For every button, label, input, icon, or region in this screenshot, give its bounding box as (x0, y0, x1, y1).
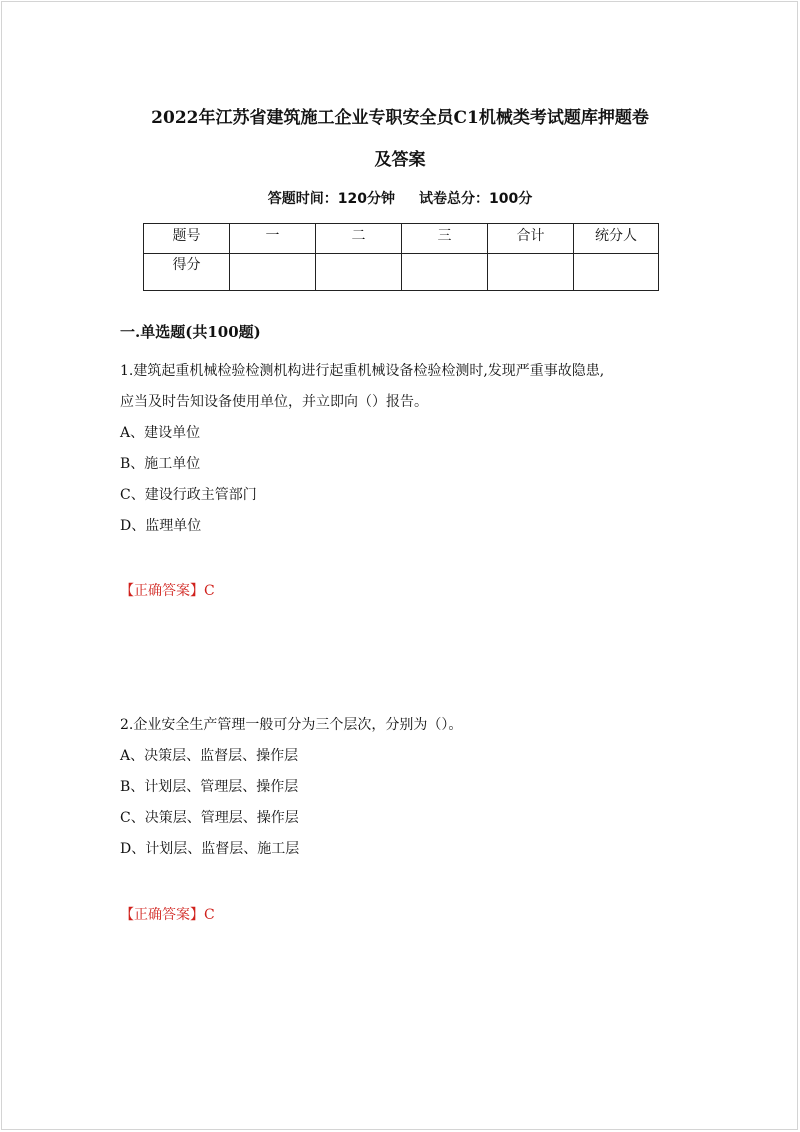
question-option-a: A、建设单位 (120, 425, 201, 441)
score-header-cell: 合计 (488, 224, 574, 254)
score-header-cell: 题号 (144, 224, 230, 254)
question-stem-line: 1.建筑起重机械检验检测机构进行起重机械设备检验检测时,发现严重事故隐患, (120, 363, 605, 379)
document-title-line2: 及答案 (374, 150, 426, 170)
question-option-c: C、建设行政主管部门 (120, 487, 257, 503)
question-option-b: B、计划层、管理层、操作层 (120, 779, 299, 795)
score-cell (574, 254, 659, 291)
page-frame (1, 1, 798, 1130)
score-cell (230, 254, 316, 291)
score-row-label: 得分 (144, 254, 230, 291)
score-cell (316, 254, 402, 291)
question-stem-line: 2.企业安全生产管理一般可分为三个层次，分别为（）。 (120, 717, 463, 733)
question-1 (120, 356, 700, 542)
question-stem-line: 应当及时告知设备使用单位，并立即向（）报告。 (120, 394, 428, 410)
question-option-a: A、决策层、监督层、操作层 (120, 748, 299, 764)
score-cell (488, 254, 574, 291)
exam-meta (0, 190, 800, 208)
score-header-cell: 一 (230, 224, 316, 254)
score-table (143, 223, 659, 291)
document-title-line1: 2022年江苏省建筑施工企业专职安全员C1机械类考试题库押题卷 (151, 108, 649, 128)
question-option-c: C、决策层、管理层、操作层 (120, 810, 299, 826)
score-table-header-row (144, 224, 659, 254)
question-option-b: B、施工单位 (120, 456, 201, 472)
score-header-cell: 三 (402, 224, 488, 254)
score-header-cell: 二 (316, 224, 402, 254)
question-2 (120, 710, 700, 865)
score-cell (402, 254, 488, 291)
section-heading: 一.单选题(共100题) (120, 323, 261, 341)
exam-total-score: 试卷总分：100分 (419, 191, 533, 207)
score-table-score-row (144, 254, 659, 291)
question-option-d: D、计划层、监督层、施工层 (120, 841, 300, 857)
score-header-cell: 统分人 (574, 224, 659, 254)
question-option-d: D、监理单位 (120, 518, 202, 534)
answer-key-2: 【正确答案】C (120, 907, 215, 923)
answer-key-1: 【正确答案】C (120, 583, 215, 599)
exam-time: 答题时间：120分钟 (267, 191, 395, 207)
